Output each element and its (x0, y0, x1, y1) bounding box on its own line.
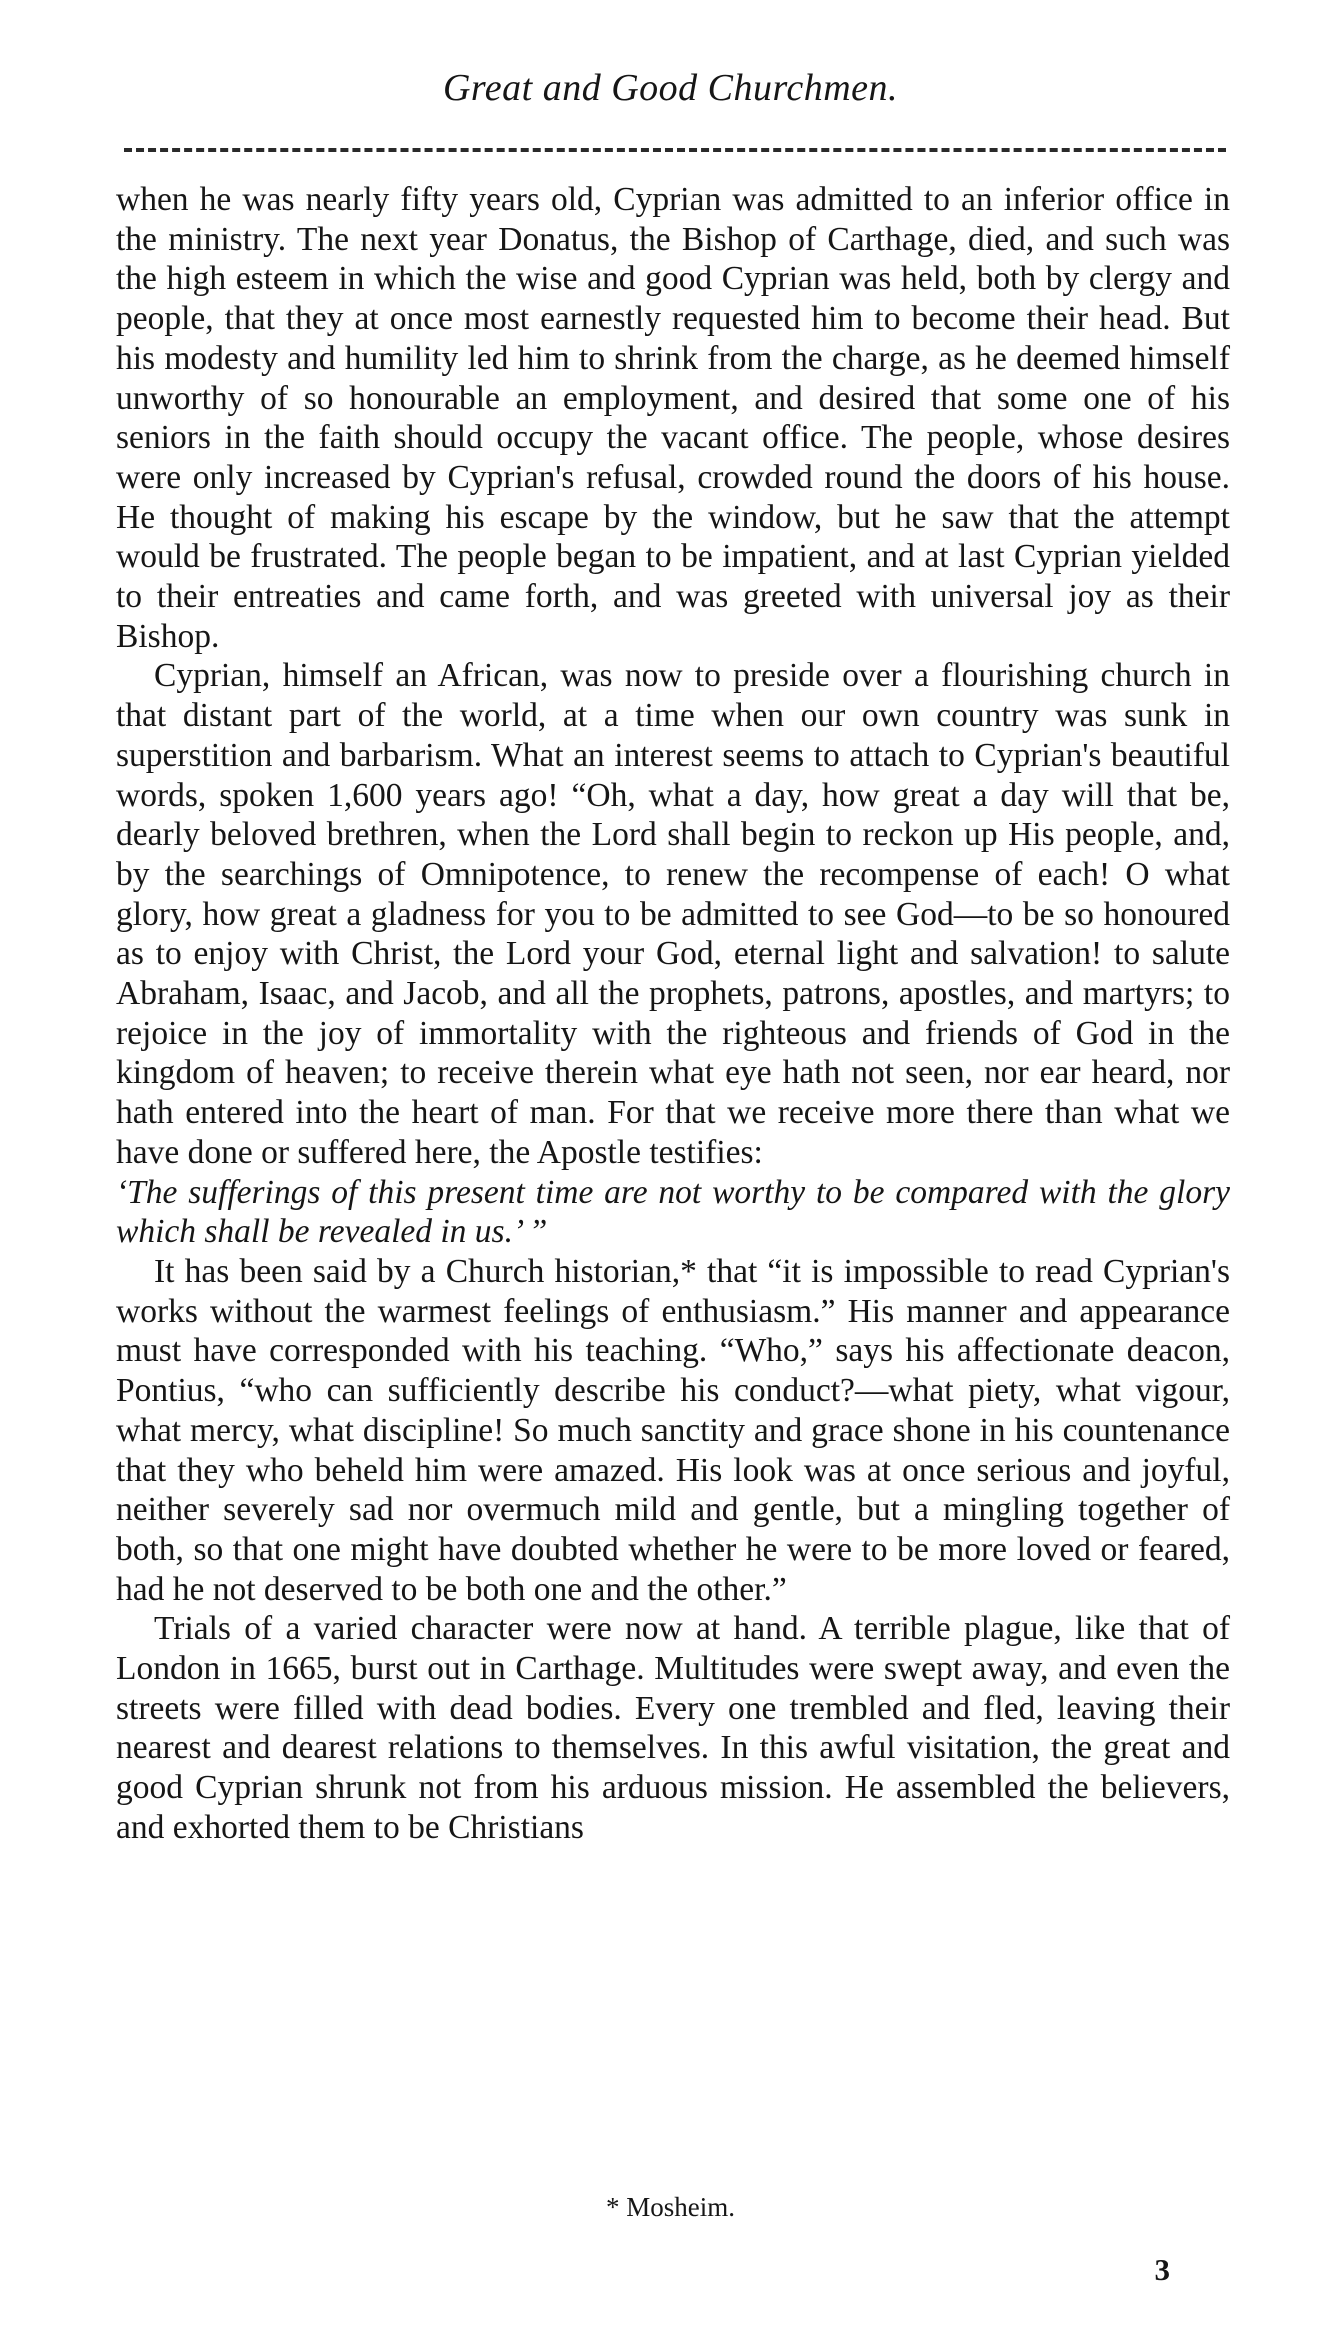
page-number: 3 (1154, 2252, 1170, 2287)
paragraph: Trials of a varied character were now at hand. A terrible plague, like that of London in 1665, burst out in Carthage. Multitudes were swept away, and even the streets were filled with dead bodies. Every one trembled and fled, leaving their nearest and dearest relations to themselves. In this awful visitation, the great and good Cyprian shrunk not from his arduous mission. He assembled the believers, and exhorted them to be Christians (116, 1610, 1230, 1846)
running-head: Great and Good Churchmen. (442, 67, 899, 109)
header-rule (124, 148, 1226, 152)
body-text (116, 180, 1230, 1848)
paragraph-continued: when he was nearly fifty years old, Cyprian was admitted to an inferior office in the ministry. The next year Donatus, the Bishop of Carthage, died, and such was the high esteem in which the wise and good Cyprian was held, both by clergy and people, that they at once most earnestly requested him to become their head. But his modesty and humility led him to shrink from the charge, as he deemed himself unworthy of so honourable an employment, and desired that some one of his seniors in the faith should occupy the vacant office. The people, whose desires were only increased by Cyprian's refusal, crowded round the doors of his house. He thought of making his escape by the window, but he saw that the attempt would be frustrated. The people began to be impatient, and at last Cyprian yielded to their entreaties and came forth, and was greeted with universal joy as their Bishop. (116, 181, 1230, 655)
footnote: * Mosheim. (605, 2192, 735, 2222)
scripture-quote: ‘The sufferings of this present time are not worthy to be compared with the glory which shall be revealed in us.’ ” (116, 1173, 1230, 1251)
paragraph: It has been said by a Church historian,* that “it is impossible to read Cyprian's works without the warmest feelings of enthusiasm.” His manner and appearance must have corresponded with his teaching. “Who,” says his affectionate deacon, Pontius, “who can sufficiently describe his conduct?—what piety, what vigour, what mercy, what discipline! So much sanctity and grace shone in his countenance that they who beheld him were amazed. His look was at once serious and joyful, neither severely sad nor overmuch mild and gentle, but a mingling together of both, so that one might have doubted whether he were to be more loved or feared, had he not deserved to be both one and the other.” (116, 1252, 1230, 1608)
paragraph: Cyprian, himself an African, was now to preside over a flourishing church in that distant part of the world, at a time when our own country was sunk in superstition and barbarism. What an interest seems to attach to Cyprian's beautiful words, spoken 1,600 years ago! “Oh, what a day, how great a day will that be, dearly beloved brethren, when the Lord shall begin to reckon up His people, and, by the searchings of Omnipotence, to renew the recompense of each! O what glory, how great a gladness for you to be admitted to see God—to be so honoured as to enjoy with Christ, the Lord your God, eternal light and salvation! to salute Abraham, Isaac, and Jacob, and all the prophets, patrons, apostles, and martyrs; to rejoice in the joy of immortality with the righteous and friends of God in the kingdom of heaven; to receive therein what eye hath not seen, nor ear heard, nor hath entered into the heart of man. For that we receive more there than what we have done or suffered here, the Apostle testifies: (116, 657, 1230, 1171)
